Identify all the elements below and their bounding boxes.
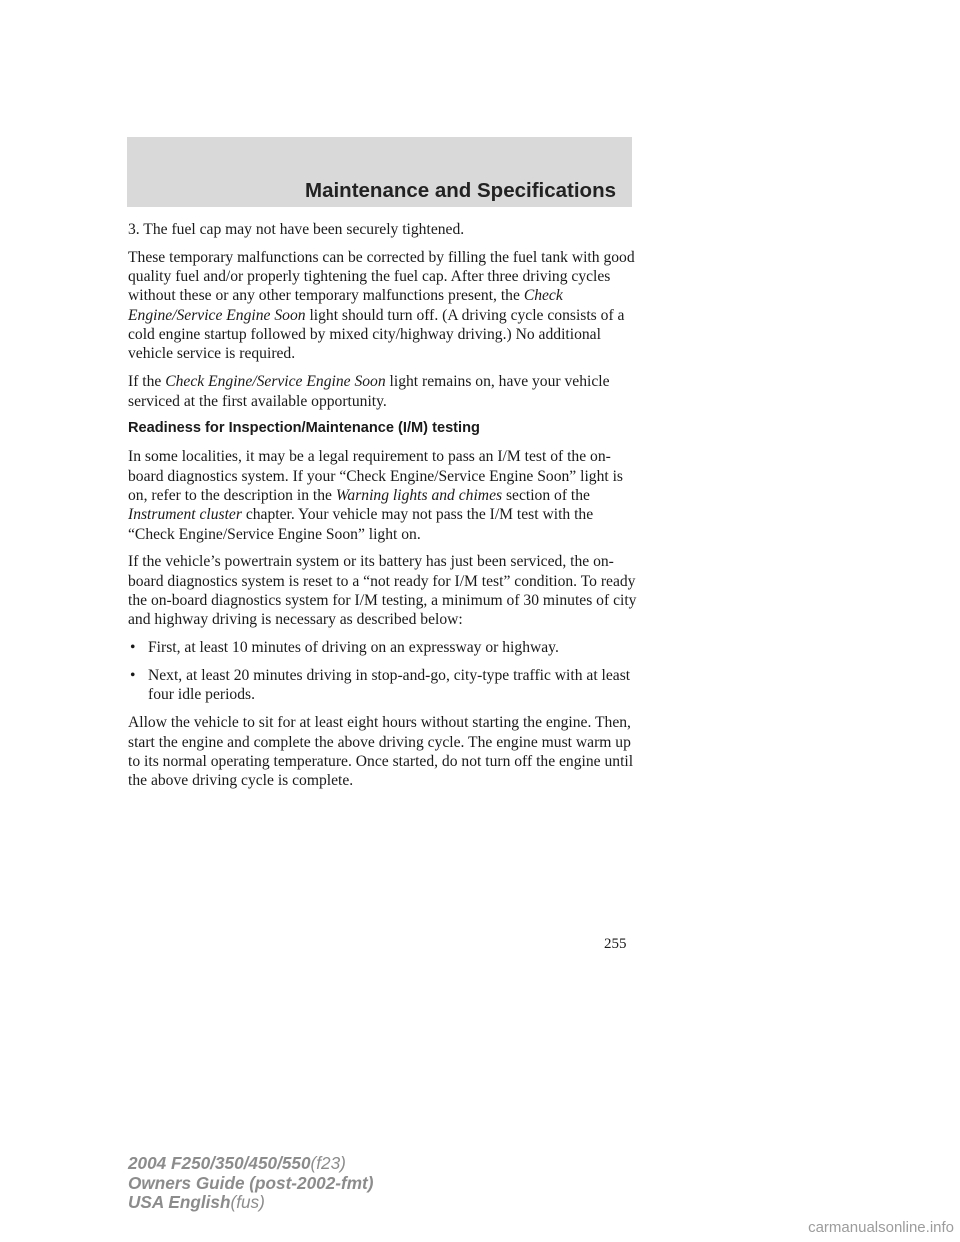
- paragraph-im-test: In some localities, it may be a legal requirement to pass an I/M test of the on-board diagnostics system. If your “Check Engine/Service Engine Soon” light is on, refer to the description in the Warning lights and chimes section of the Instrument cluster chapter. Your vehicle may not pass the I/M test with the “Check Engine/Service Engine Soon” light on.: [128, 448, 624, 543]
- instrument-cluster-reference: Instrument cluster: [128, 506, 242, 524]
- paragraph-fuel-cap: 3. The fuel cap may not have been securely tightened.: [128, 221, 465, 238]
- readiness-heading: Readiness for Inspection/Maintenance (I/M) testing: [128, 420, 480, 437]
- section-header-band: [127, 137, 632, 207]
- list-item: • First, at least 10 minutes of driving on an expressway or highway.: [130, 639, 559, 657]
- page-number: 255: [604, 936, 627, 952]
- driving-requirements-list: [128, 638, 638, 704]
- site-watermark: carmanualsonline.info: [808, 1219, 954, 1236]
- paragraph-powertrain-serviced: If the vehicle’s powertrain system or its battery has just been serviced, the on-board diagnostics system is reset to a “not ready for I/M test” condition. To ready the on-board diagnostics system for I/M testing, a minimum of 30 minutes of city and highway driving is necessary as described below:: [128, 553, 637, 629]
- paragraph-allow-vehicle-to-sit: Allow the vehicle to sit for at least eight hours without starting the engine. Then, start the engine and complete the above driving cycle. The engine must warm up to its normal operating temperature. Once started, do not turn off the engine until the above driving cycle is complete.: [128, 714, 634, 790]
- list-item: • Next, at least 20 minutes driving in stop-and-go, city-type traffic with at least four idle periods.: [130, 667, 631, 704]
- bullet-icon: •: [130, 639, 136, 657]
- paragraph-light-remains-on: If the Check Engine/Service Engine Soon light remains on, have your vehicle serviced at the first available opportunity.: [128, 373, 610, 410]
- document-footer: [128, 1154, 373, 1213]
- check-engine-term: Check Engine/Service Engine Soon: [128, 287, 563, 324]
- footer-line-model: 2004 F250/350/450/550(f23): [128, 1153, 346, 1173]
- warning-lights-reference: Warning lights and chimes: [335, 486, 503, 504]
- footer-line-guide: Owners Guide (post-2002-fmt): [128, 1172, 374, 1193]
- page-body: [128, 220, 638, 799]
- check-engine-term: Check Engine/Service Engine Soon: [165, 373, 386, 391]
- paragraph-temporary-malfunctions: These temporary malfunctions can be corrected by filling the fuel tank with good quality fuel and/or properly tightening the fuel cap. After three driving cycles without these or any other temporary malfunctions present, the Check Engine/Service Engine Soon light should turn off. (A driving cycle consists of a cold engine startup followed by mixed city/highway driving.) No additional vehicle service is required.: [128, 248, 635, 363]
- footer-line-language: USA English(fus): [128, 1192, 265, 1212]
- section-title: Maintenance and Specifications: [305, 179, 616, 202]
- bullet-icon: •: [130, 667, 136, 685]
